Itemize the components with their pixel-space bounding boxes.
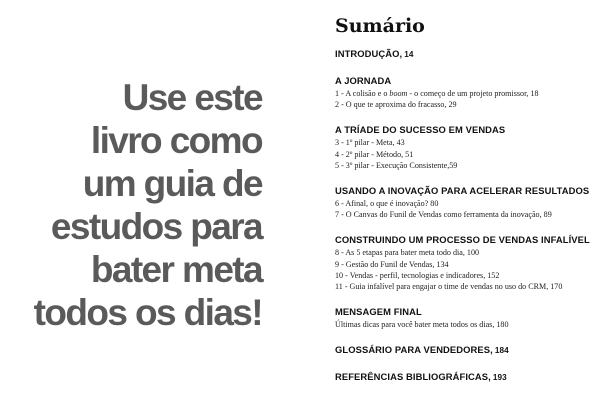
toc-entry bbox=[335, 247, 597, 258]
entry-text: Últimas dicas para você bater meta todos os dias, 180 bbox=[335, 320, 509, 330]
entry-text: 2 - O que te aproxima do fracasso, 29 bbox=[335, 100, 457, 110]
section-heading-text: GLOSSÁRIO PARA VENDEDORES, bbox=[335, 344, 493, 356]
section-heading-text: INTRODUÇÃO, bbox=[335, 48, 403, 59]
toc-sections bbox=[335, 48, 597, 384]
section-heading-text: A TRÍADE DO SUCESSO EM VENDAS bbox=[335, 124, 506, 136]
toc-section bbox=[335, 344, 597, 357]
slogan-line: todos os dias! bbox=[33, 292, 262, 333]
entry-text: 3 - 1º pilar - Meta, 43 bbox=[335, 138, 405, 148]
toc-section bbox=[335, 124, 597, 171]
section-heading bbox=[335, 75, 597, 87]
section-heading-text: REFERÊNCIAS BIBLIOGRÁFICAS, bbox=[335, 371, 491, 383]
section-heading bbox=[335, 48, 597, 61]
toc-section bbox=[335, 306, 597, 330]
section-heading bbox=[335, 124, 597, 136]
toc-section bbox=[335, 75, 597, 110]
toc-entry bbox=[335, 149, 597, 160]
toc-entry bbox=[335, 270, 597, 281]
slogan-line: estudos para bbox=[50, 206, 262, 247]
entry-text: 1 - A colisão e o bbox=[335, 89, 390, 98]
section-heading bbox=[335, 344, 597, 357]
slogan-line: bater meta bbox=[90, 249, 262, 290]
entry-text: 4 - 2º pilar - Método, 51 bbox=[335, 149, 414, 159]
toc-section bbox=[335, 234, 597, 292]
section-heading-text: CONSTRUINDO UM PROCESSO DE VENDAS INFALÍVEL bbox=[335, 234, 590, 246]
section-heading-text: A JORNADA bbox=[335, 75, 392, 86]
entry-text: 8 - As 5 etapas para bater meta todo dia, 100 bbox=[335, 248, 480, 258]
entry-text: 6 - Afinal, o que é inovação? 80 bbox=[335, 199, 439, 209]
section-page-number: 184 bbox=[494, 346, 509, 356]
entry-text: 7 - O Canvas do Funil de Vendas como ferramenta da inovação, 89 bbox=[335, 210, 552, 220]
entry-text: - o começo de um projeto promissor, 18 bbox=[407, 89, 539, 98]
section-page-number: 14 bbox=[404, 50, 414, 59]
toc-entry bbox=[335, 160, 597, 171]
section-page-number: 193 bbox=[492, 373, 507, 383]
entry-text-italic: boom bbox=[389, 89, 408, 98]
toc-section bbox=[335, 371, 597, 384]
toc-entry bbox=[335, 88, 597, 99]
toc-entry bbox=[335, 99, 597, 110]
toc-entry bbox=[335, 319, 597, 330]
toc-entry bbox=[335, 209, 597, 220]
section-heading bbox=[335, 234, 597, 246]
section-heading bbox=[335, 306, 597, 318]
slogan-line: livro como bbox=[90, 120, 262, 161]
toc-section bbox=[335, 48, 597, 61]
section-heading-text: USANDO A INOVAÇÃO PARA ACELERAR RESULTADOS bbox=[335, 185, 590, 197]
entry-text: 10 - Vendas - perfil, tecnologias e indicadores, 152 bbox=[335, 270, 500, 280]
toc-entry bbox=[335, 281, 597, 292]
toc-entry bbox=[335, 198, 597, 209]
toc-title: Sumário bbox=[335, 15, 425, 37]
entry-text: 9 - Gestão do Funil de Vendas, 134 bbox=[335, 259, 449, 269]
toc-entry bbox=[335, 137, 597, 148]
entry-text: 5 - 3º pilar - Execução Consistente,59 bbox=[335, 160, 458, 170]
toc-entry bbox=[335, 259, 597, 270]
section-heading bbox=[335, 371, 597, 384]
table-of-contents bbox=[335, 14, 597, 398]
slogan-line: um guia de bbox=[82, 163, 262, 204]
section-heading-text: MENSAGEM FINAL bbox=[335, 306, 422, 318]
section-heading bbox=[335, 185, 597, 197]
slogan-line: Use este bbox=[122, 77, 262, 118]
toc-section bbox=[335, 185, 597, 220]
entry-text: 11 - Guia infalível para engajar o time de vendas no uso do CRM, 170 bbox=[335, 282, 563, 292]
slogan bbox=[7, 76, 262, 334]
